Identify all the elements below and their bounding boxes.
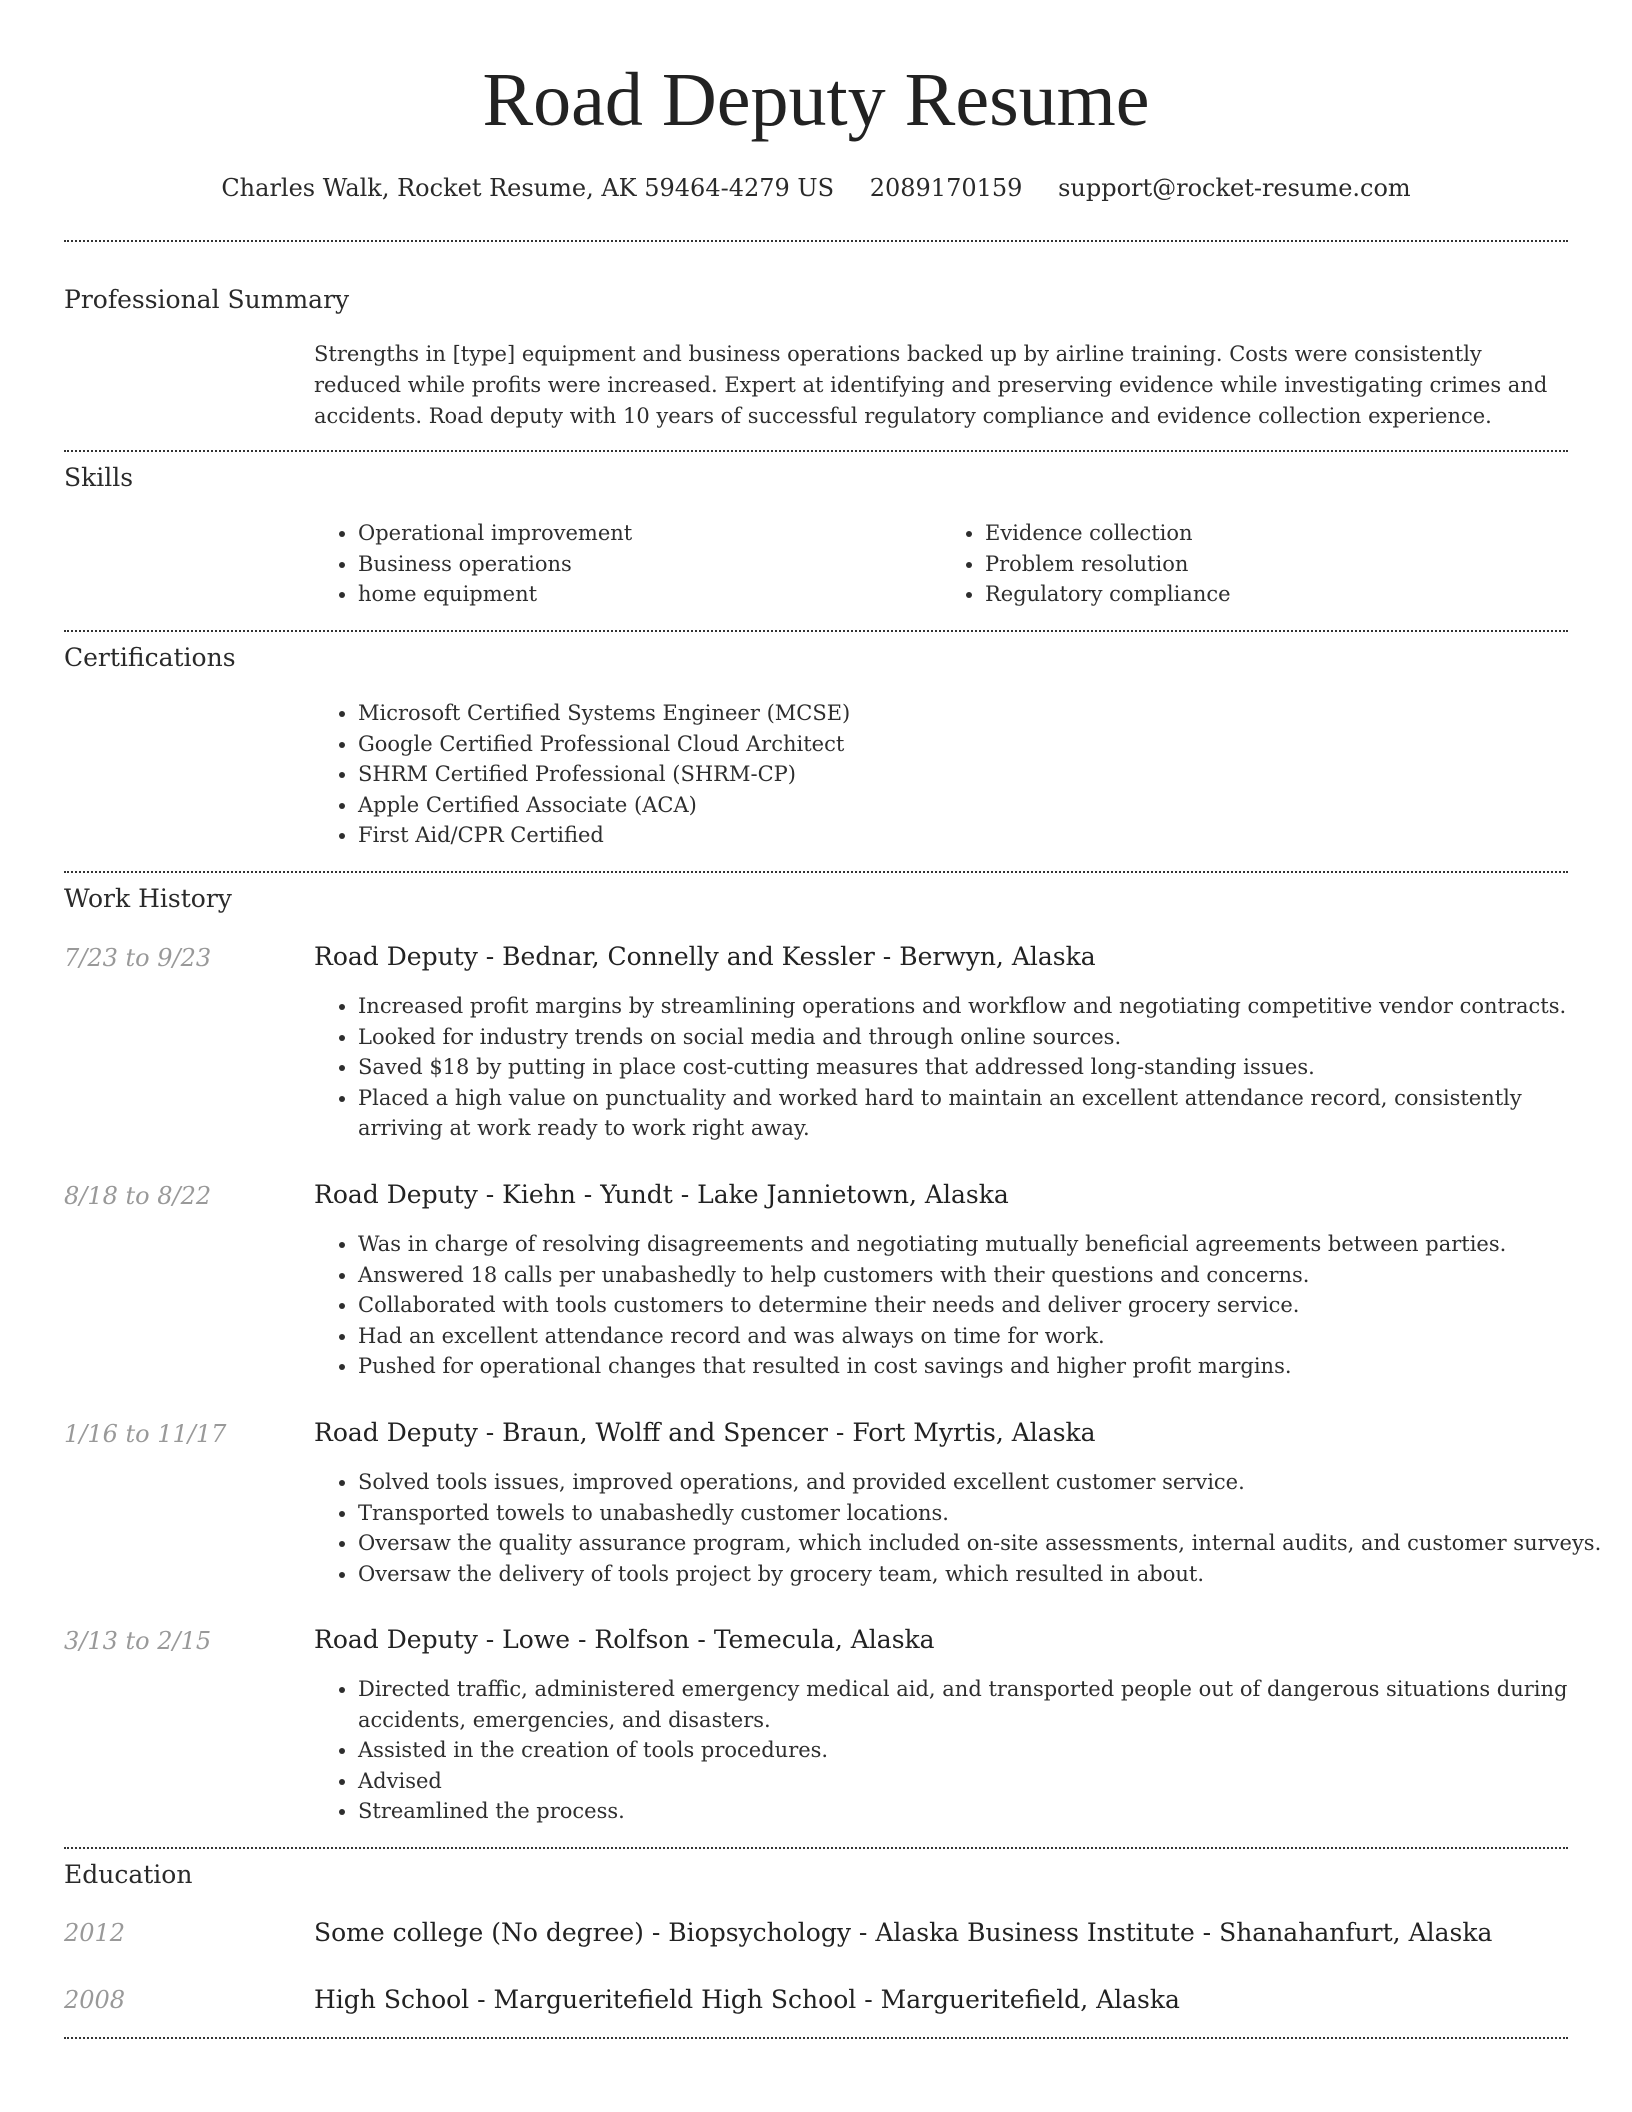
education-entry: High School - Margueritefield High School - Margueritefield, Alaska — [314, 1985, 1180, 2014]
resume-title: Road Deputy Resume — [482, 58, 1150, 142]
contact-phone: 2089170159 — [869, 174, 1023, 202]
job-bullets — [314, 991, 1612, 1144]
job-bullet: • Directed traffic, administered emergency medical aid, and transported people out of dangerous situations during accidents, emergencies, and disasters. — [358, 1674, 1612, 1735]
skill-item: • Regulatory compliance — [985, 579, 1568, 610]
skill-item: • Business operations — [358, 549, 941, 580]
divider — [64, 1847, 1568, 1849]
job-bullet: • Oversaw the quality assurance program, which included on-site assessments, internal audits, and customer surveys. — [358, 1528, 1612, 1559]
job-bullet: • Placed a high value on punctuality and worked hard to maintain an excellent attendance record, consistently arriving at work ready to work right away. — [358, 1083, 1612, 1144]
certifications-list — [314, 698, 1612, 851]
divider — [64, 871, 1568, 873]
job-dates: 1/16 to 11/17 — [64, 1420, 227, 1448]
skill-item: • Operational improvement — [358, 518, 941, 549]
education-heading: Education — [64, 1860, 193, 1889]
certification-item: • Microsoft Certified Systems Engineer (MCSE) — [358, 698, 1612, 729]
certification-item: • First Aid/CPR Certified — [358, 820, 1612, 851]
skill-item: • home equipment — [358, 579, 941, 610]
skill-item: • Evidence collection — [985, 518, 1568, 549]
work-heading: Work History — [64, 884, 232, 913]
contact-address: Charles Walk, Rocket Resume, AK 59464-4279 US — [221, 174, 835, 202]
skills-list-left — [314, 518, 941, 610]
skills-heading: Skills — [64, 463, 134, 492]
job-bullets — [314, 1674, 1612, 1827]
job-dates: 7/23 to 9/23 — [64, 944, 212, 972]
certification-item: • Apple Certified Associate (ACA) — [358, 790, 1612, 821]
education-entry: Some college (No degree) - Biopsychology - Alaska Business Institute - Shanahanfurt, Alaska — [314, 1918, 1493, 1947]
divider — [64, 240, 1568, 242]
job-title: Road Deputy - Lowe - Rolfson - Temecula, Alaska — [314, 1625, 935, 1654]
divider — [64, 450, 1568, 452]
job-bullet: • Pushed for operational changes that resulted in cost savings and higher profit margins. — [358, 1351, 1612, 1382]
job-bullet: • Solved tools issues, improved operations, and provided excellent customer service. — [358, 1467, 1612, 1498]
job-dates: 3/13 to 2/15 — [64, 1627, 212, 1655]
job-bullet: • Saved $18 by putting in place cost-cutting measures that addressed long-standing issues. — [358, 1052, 1612, 1083]
job-bullet: • Oversaw the delivery of tools project by grocery team, which resulted in about. — [358, 1559, 1612, 1590]
skills-grid — [314, 518, 1568, 610]
job-title: Road Deputy - Kiehn - Yundt - Lake Jannietown, Alaska — [314, 1180, 1009, 1209]
job-bullet: • Increased profit margins by streamlining operations and workflow and negotiating competitive vendor contracts. — [358, 991, 1612, 1022]
contact-email: support@rocket-resume.com — [1058, 174, 1411, 202]
job-bullet: • Assisted in the creation of tools procedures. — [358, 1735, 1612, 1766]
summary-text: Strengths in [type] equipment and business operations backed up by airline training. Costs were consistently reduced while profits were increased. Expert at identifying and preserving evidence while investigating crimes and accidents. Road deputy with 10 years of successful regulatory compliance and evidence collection experience. — [314, 342, 1548, 428]
education-year: 2008 — [64, 1986, 126, 2014]
job-title: Road Deputy - Bednar, Connelly and Kessler - Berwyn, Alaska — [314, 942, 1096, 971]
divider — [64, 2037, 1568, 2039]
education-year: 2012 — [64, 1919, 126, 1947]
divider — [64, 630, 1568, 632]
summary-heading: Professional Summary — [64, 285, 350, 314]
job-bullet: • Answered 18 calls per unabashedly to help customers with their questions and concerns. — [358, 1260, 1612, 1291]
job-bullets — [314, 1229, 1612, 1382]
job-bullets — [314, 1467, 1612, 1589]
job-bullet: • Was in charge of resolving disagreements and negotiating mutually beneficial agreements between parties. — [358, 1229, 1612, 1260]
job-bullet: • Looked for industry trends on social media and through online sources. — [358, 1022, 1612, 1053]
certifications-heading: Certifications — [64, 643, 236, 672]
contact-line — [0, 170, 1632, 206]
certification-item: • Google Certified Professional Cloud Architect — [358, 729, 1612, 760]
skill-item: • Problem resolution — [985, 549, 1568, 580]
certification-item: • SHRM Certified Professional (SHRM-CP) — [358, 759, 1612, 790]
job-bullet: • Advised — [358, 1766, 1612, 1797]
job-bullet: • Streamlined the process. — [358, 1796, 1612, 1827]
job-title: Road Deputy - Braun, Wolff and Spencer - Fort Myrtis, Alaska — [314, 1418, 1096, 1447]
job-bullet: • Collaborated with tools customers to determine their needs and deliver grocery service. — [358, 1290, 1612, 1321]
job-bullet: • Transported towels to unabashedly customer locations. — [358, 1498, 1612, 1529]
job-bullet: • Had an excellent attendance record and was always on time for work. — [358, 1321, 1612, 1352]
skills-list-right — [941, 518, 1568, 610]
job-dates: 8/18 to 8/22 — [64, 1182, 212, 1210]
